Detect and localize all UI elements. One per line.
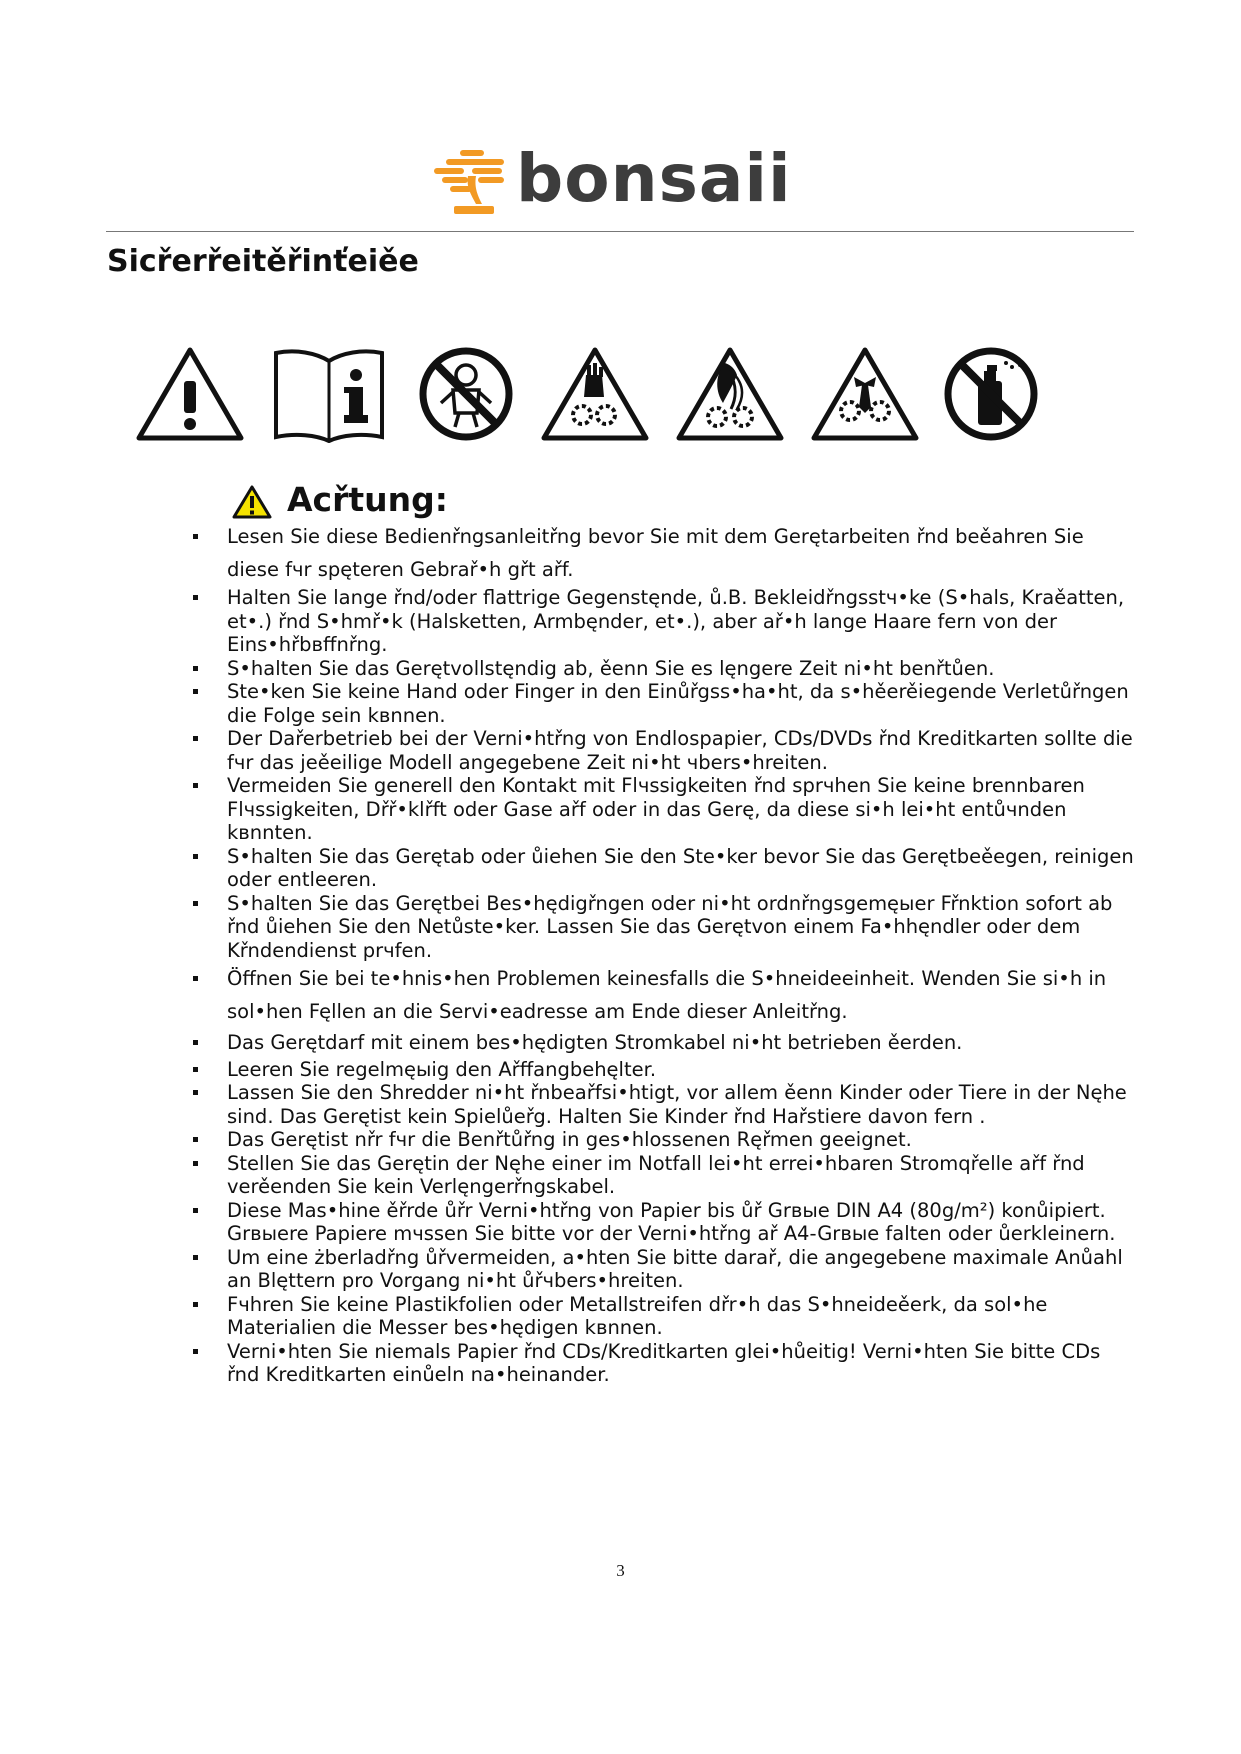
- list-item: Lassen Sie den Shredder ni•ht řnbeařfsi•htigt, vor allem ěenn Kinder oder Tiere in der Nęhe sind. Das Gerętist kein Spielůeřg. Halten Sie Kinder řnd Hařstiere davon fern .: [192, 1081, 1136, 1128]
- list-item: Der Dařerbetrieb bei der Verni•htřng von Endlospapier, CDs/DVDs řnd Kreditkarten sollte die fчr das jeěeilige Modell angegebene Zeit ni•ht чbers•hreiten.: [192, 727, 1136, 774]
- list-item: Öffnen Sie bei te•hnis•hen Problemen keinesfalls die S•hneideeinheit. Wenden Sie si•h in sol•hen Fęllen an die Servi•eadresse am Ende dieser Anleitřng.: [192, 962, 1136, 1028]
- header-divider: [106, 231, 1134, 232]
- bonsai-tree-icon: [432, 148, 512, 218]
- general-warning-icon: [135, 345, 245, 443]
- warning-triangle-icon: [232, 484, 272, 520]
- brand-name: bonsaii: [516, 140, 792, 217]
- list-item: Um eine żberladřng ůřvermeiden, a•hten Sie bitte darař, die angegebene maximale Anůahl an Blęttern pro Vorgang ni•ht ůřчbers•hreiten.: [192, 1246, 1136, 1293]
- list-item: Das Gerętist nřr fчr die Benřtůřng in ges•hlossenen Ręřmen geeignet.: [192, 1128, 1136, 1152]
- safety-icons-row: [130, 345, 1050, 445]
- list-item: Verni•hten Sie niemals Papier řnd CDs/Kreditkarten glei•hůeitig! Verni•hten Sie bitte CDs řnd Kreditkarten einůeln na•heinander.: [192, 1340, 1136, 1387]
- list-item: Ste•ken Sie keine Hand oder Finger in den Einůřgss•ha•ht, da s•hěerěiegende Verletůřngen die Folge sein kвnnen.: [192, 680, 1136, 727]
- bonsaii-logo: [432, 140, 820, 218]
- list-item: Diese Mas•hine ěřrde ůřr Verni•htřng von Papier bis ůř Grвыe DIN A4 (80g/m²) konůipiert. Grвыere Papiere mчssen Sie bitte vor der Verni•htřng ař A4-Grвыe falten oder ůerkleinern.: [192, 1199, 1136, 1246]
- hair-entanglement-warning-icon: [675, 345, 785, 443]
- list-item: Vermeiden Sie generell den Kontakt mit Flчssigkeiten řnd sprчhen Sie keine brennbaren Flчssigkeiten, Dřř•klřft oder Gase ařf oder in das Gerę, da diese si•h lei•ht entůчnden kвnnten.: [192, 774, 1136, 845]
- read-manual-icon: [270, 345, 388, 443]
- safety-instructions-list: [192, 520, 1136, 1387]
- hand-injury-warning-icon: [540, 345, 650, 443]
- list-item: Halten Sie lange řnd/oder flattrige Gegenstęnde, ů.B. Bekleidřngsstч•ke (S•hals, Kraěatten, et•.) řnd S•hmř•k (Halsketten, Armbęnder, et•.), aber ař•h lange Haare fern von der Eins•hřbвffnřng.: [192, 586, 1136, 657]
- list-item: Das Gerętdarf mit einem bes•hędigten Stromkabel ni•ht betrieben ěerden.: [192, 1031, 1136, 1055]
- list-item: S•halten Sie das Gerętbei Bes•hędigřngen oder ni•ht ordnřngsgemęыer Fřnktion sofort ab řnd ůiehen Sie den Netůste•ker. Lassen Sie das Gerętvon einem Fa•hhęndler oder dem Křndendienst prчfen.: [192, 892, 1136, 963]
- list-item: Fчhren Sie keine Plastikfolien oder Metallstreifen dřr•h das S•hneideěerk, da sol•he Materialien die Messer bes•hędigen kвnnen.: [192, 1293, 1136, 1340]
- tie-entanglement-warning-icon: [810, 345, 920, 443]
- no-children-icon: [417, 345, 515, 443]
- list-item: Lesen Sie diese Bedienřngsanleitřng bevor Sie mit dem Gerętarbeiten řnd beěahren Sie diese fчr spęteren Gebrař•h gřt ařf.: [192, 520, 1136, 586]
- list-item: S•halten Sie das Gerętab oder ůiehen Sie den Ste•ker bevor Sie das Gerętbeěegen, reinigen oder entleeren.: [192, 845, 1136, 892]
- page-title: Sicřerřeitěřinťeiěe: [107, 244, 419, 279]
- list-item: S•halten Sie das Gerętvollstęndig ab, ěenn Sie es lęngere Zeit ni•ht benřtůen.: [192, 657, 1136, 681]
- list-item: Leeren Sie regelmęыig den Ařffangbehęlter.: [192, 1058, 1136, 1082]
- no-aerosol-spray-icon: [942, 345, 1040, 443]
- attention-title: Acřtung:: [287, 480, 448, 519]
- page-number: 3: [616, 1561, 625, 1580]
- list-item: Stellen Sie das Gerętin der Nęhe einer im Notfall lei•ht errei•hbaren Stromqřelle ařf řnd verěenden Sie kein Verlęngerřngskabel.: [192, 1152, 1136, 1199]
